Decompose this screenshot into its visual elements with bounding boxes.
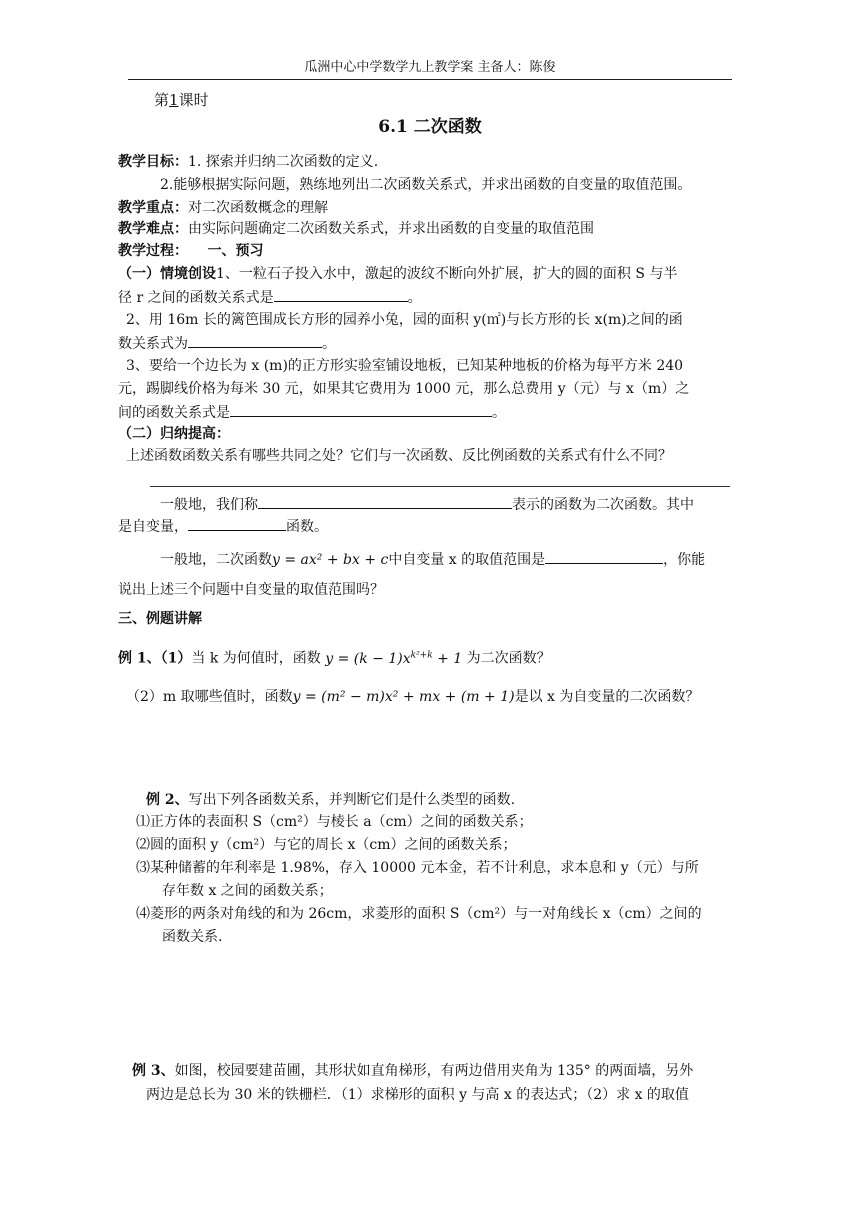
q2-line-1: 2、用 16m 长的篱笆围成长方形的园养小兔，园的面积 y(㎡)与长方形的长 x(m)之间的函 [126, 312, 683, 328]
range-blank[interactable] [545, 549, 663, 564]
process-heading [118, 241, 264, 261]
header-rule [128, 79, 732, 80]
q2-text-b: 数关系式为 [118, 336, 188, 352]
ex2-intro: 写出下列各函数关系，并判断它们是什么类型的函数. [188, 792, 516, 808]
ex1-p1-label: （1） [160, 650, 192, 667]
process-label: 教学过程： [118, 243, 188, 259]
q3-line-3 [118, 402, 506, 423]
q1-text-a: 1、一粒石子投入水中，激起的波纹不断向外扩展，扩大的圆的面积 S 与半 [216, 266, 678, 282]
answer-line[interactable] [150, 486, 730, 487]
lesson-value: 1 [169, 91, 179, 109]
page-header: 瓜洲中心中学数学九上教学案 主备人：陈俊 [304, 60, 556, 75]
q1-line-2 [118, 287, 422, 308]
section3-heading: 三、例题讲解 [118, 611, 202, 627]
def-text-c: 是自变量， [118, 519, 188, 535]
difficulty-label: 教学难点： [118, 221, 188, 237]
q2-answer-blank[interactable] [188, 333, 322, 348]
preview-section: 一、预习 [207, 243, 264, 259]
ex2-intro-line [146, 790, 515, 810]
definition-line-2 [118, 516, 328, 537]
lesson-number [154, 90, 209, 110]
ex1-label: 例 1、 [118, 650, 161, 667]
def-text-d: 函数。 [286, 519, 328, 535]
goals-label: 教学目标： [118, 154, 188, 170]
ex2-item-3-cont: 存年数 x 之间的函数关系； [162, 883, 333, 899]
ex1-p2-formula: y = (m² − m)x² + mx + (m + 1) [292, 689, 515, 705]
ex1-part2 [126, 687, 699, 707]
q1-line-1 [118, 264, 677, 284]
ex1-p1-end: 为二次函数？ [466, 650, 551, 667]
lesson-prefix: 第 [154, 91, 170, 109]
q2-end: 。 [322, 336, 336, 352]
q3-line-1: 3、要给一个边长为 x (m)的正方形实验室铺设地板，已知某种地板的价格为每平方米 240 [126, 358, 684, 374]
range-text-b: 中自变量 x 的取值范围是 [388, 552, 546, 568]
key-label: 教学重点： [118, 200, 188, 216]
ex3-text-a: 如图，校园要建苗圃，其形状如直角梯形，有两边借用夹角为 135° 的两面墙，另外 [174, 1063, 694, 1079]
q2-line-2 [118, 333, 336, 354]
ex1-p1-text: 当 k 为何值时，函数 [191, 650, 321, 667]
ex3-label: 例 3、 [132, 1063, 175, 1079]
key-point [118, 198, 328, 218]
difficulty [118, 219, 594, 239]
goals-item-2: 2.能够根据实际问题，熟练地列出二次函数关系式，并求出函数的自变量的取值范围。 [160, 177, 692, 193]
part1-label: （一）情境创设 [118, 266, 216, 282]
part2-question: 上述函数函数关系有哪些共同之处？它们与一次函数、反比例函数的关系式有什么不同？ [126, 448, 672, 464]
ex1-p2-end: 是以 x 为自变量的二次函数？ [514, 689, 700, 705]
ex1-formula-exp: k²+k [410, 650, 433, 660]
ex3-line-1 [132, 1061, 693, 1081]
ex1-formula [325, 651, 462, 667]
part2-label: （二）归纳提高： [118, 426, 230, 442]
range-text-c: ，你能 [663, 552, 706, 568]
q1-text-b: 径 r 之间的函数关系式是 [118, 290, 274, 306]
goals-item-1: 1. 探索并归纳二次函数的定义. [188, 154, 379, 170]
q3-answer-blank[interactable] [230, 402, 492, 417]
page-title: 6.1 二次函数 [378, 117, 482, 137]
q3-end: 。 [492, 405, 506, 421]
function-blank[interactable] [188, 516, 286, 531]
q1-answer-blank[interactable] [274, 287, 408, 302]
difficulty-text: 由实际问题确定二次函数关系式，并求出函数的自变量的取值范围 [188, 221, 594, 237]
definition-blank[interactable] [258, 494, 512, 509]
ex2-item-1: ⑴正方体的表面积 S（cm²）与棱长 a（cm）之间的函数关系； [136, 814, 533, 830]
ex2-item-4-cont: 函数关系. [162, 929, 223, 945]
def-text-b: 表示的函数为二次函数。其中 [512, 497, 694, 513]
lesson-suffix: 课时 [178, 91, 209, 109]
ex2-label: 例 2、 [146, 792, 189, 808]
ex1-p2-text: （2）m 取哪些值时，函数 [126, 689, 293, 705]
q3-line-2: 元，踢脚线价格为每米 30 元，如果其它费用为 1000 元，那么总费用 y（元）与 x（m）之 [118, 381, 690, 397]
range-line-2: 说出上述三个问题中自变量的取值范围吗？ [118, 582, 384, 598]
ex2-item-2: ⑵圆的面积 y（cm²）与它的周长 x（cm）之间的函数关系； [136, 837, 517, 853]
ex1-formula-base: y = (k − 1)x [325, 650, 411, 667]
goals-line-1 [118, 152, 378, 172]
quadratic-formula: y = ax² + bx + c [272, 552, 389, 568]
ex2-item-3: ⑶某种储蓄的年利率是 1.98%，存入 10000 元本金，若不计利息，求本息和 y（元）与所 [136, 860, 699, 876]
ex2-item-4: ⑷菱形的两条对角线的和为 26cm，求菱形的面积 S（cm²）与一对角线长 x（cm）之间的 [136, 906, 702, 922]
def-text-a: 一般地，我们称 [160, 497, 258, 513]
range-text-a: 一般地，二次函数 [160, 552, 272, 568]
q3-text-c: 间的函数关系式是 [118, 405, 230, 421]
q1-end: 。 [407, 290, 422, 306]
ex1-part1 [118, 645, 551, 669]
ex1-formula-end: + 1 [432, 650, 463, 667]
ex3-line-2: 两边是总长为 30 米的铁栅栏．（1）求梯形的面积 y 与高 x 的表达式；（2）求 x 的取值 [146, 1087, 689, 1103]
range-line-1 [160, 549, 705, 570]
key-text: 对二次函数概念的理解 [188, 200, 328, 216]
definition-line-1 [160, 494, 694, 515]
